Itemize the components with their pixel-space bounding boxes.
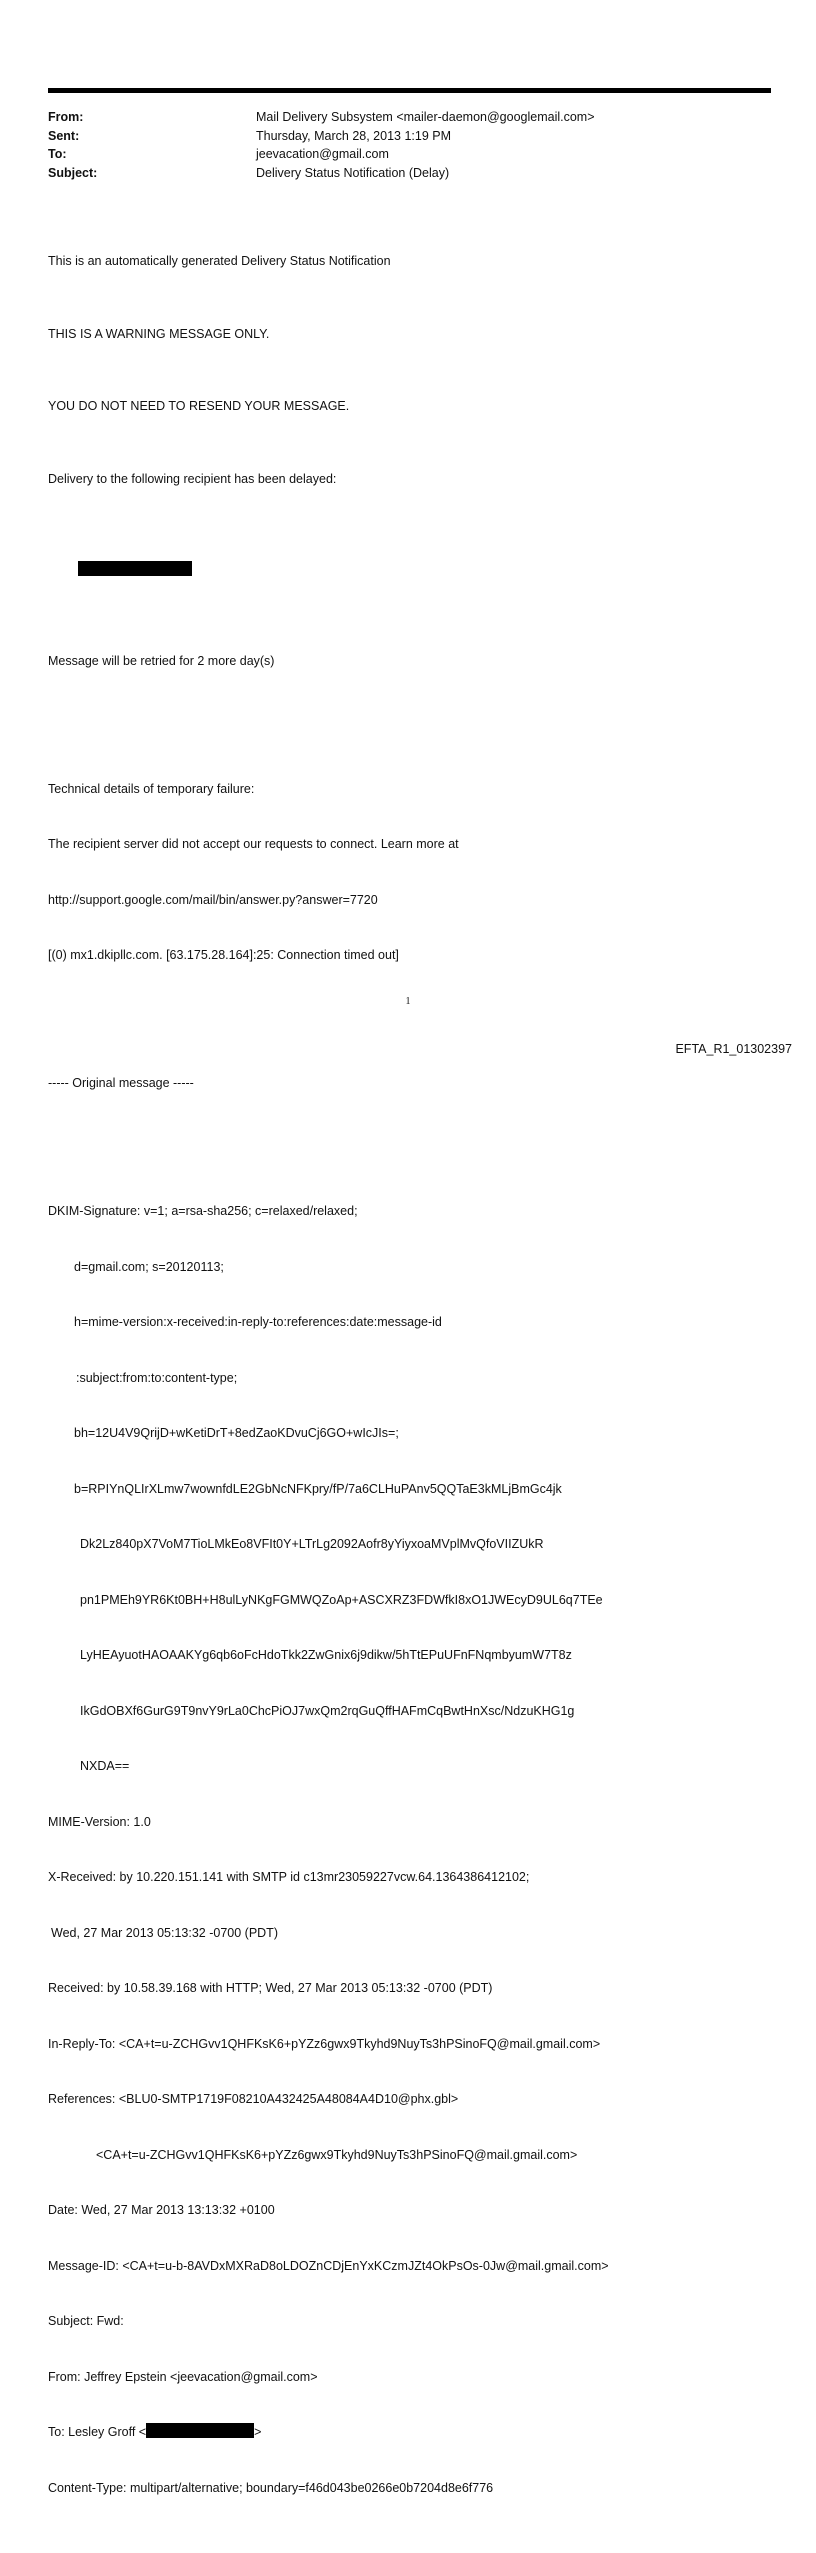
dkim-line: bh=12U4V9QrijD+wKetiDrT+8edZaoKDvuCj6GO+wIcJIs=; — [74, 1426, 399, 1440]
dkim-line: Dk2Lz840pX7VoM7TioLMkEo8VFIt0Y+LTrLg2092Aofr8yYiyxoaMVplMvQfoVIIZUkR — [80, 1537, 544, 1551]
tech-line: The recipient server did not accept our requests to connect. Learn more at — [48, 837, 459, 851]
redaction-block — [78, 561, 192, 576]
sent-value: Thursday, March 28, 2013 1:19 PM — [256, 128, 452, 143]
to-label: To: — [48, 147, 67, 161]
header-rule — [48, 88, 771, 93]
tech-heading: Technical details of temporary failure: — [48, 781, 255, 796]
dkim-line: DKIM-Signature: v=1; a=rsa-sha256; c=relaxed/relaxed; — [48, 1204, 358, 1218]
dkim-line: LyHEAyuotHAOAAKYg6qb6oFcHdoTkk2ZwGnix6j9dikw/5hTtEPuUFnFNqmbyumW7T8z — [80, 1648, 572, 1662]
subject-label: Subject: — [48, 165, 98, 180]
from-row — [48, 108, 768, 127]
dkim-line: pn1PMEh9YR6Kt0BH+H8ulLyNKgFGMWQZoAp+ASCXRZ3FDWfkI8xO1JWEcyD9UL6q7TEe — [80, 1592, 603, 1607]
technical-details — [48, 743, 768, 1002]
no-resend-line: YOU DO NOT NEED TO RESEND YOUR MESSAGE. — [48, 399, 350, 413]
x-received-line: X-Received: by 10.220.151.141 with SMTP id c13mr23059227vcw.64.1364386412102; — [48, 1870, 530, 1884]
to-prefix: To: Lesley Groff < — [48, 2425, 147, 2439]
warning-line: THIS IS A WARNING MESSAGE ONLY. — [48, 326, 270, 341]
body-paragraph: This is an automatically generated Delivery Status Notification — [48, 254, 391, 268]
subject-row — [48, 164, 768, 183]
dkim-line: :subject:from:to:content-type; — [76, 1370, 238, 1385]
sent-row — [48, 127, 768, 146]
sent-label: Sent: — [48, 128, 80, 143]
redacted-recipient — [48, 542, 768, 598]
date-line: Date: Wed, 27 Mar 2013 13:13:32 +0100 — [48, 2203, 275, 2217]
delayed-line: Delivery to the following recipient has been delayed: — [48, 471, 337, 486]
received-line: Received: by 10.58.39.168 with HTTP; Wed, 27 Mar 2013 05:13:32 -0700 (PDT) — [48, 1981, 493, 1995]
to-row — [48, 145, 768, 164]
subject-line: Subject: Fwd: — [48, 2314, 124, 2328]
from-line: From: Jeffrey Epstein <jeevacation@gmail.com> — [48, 2369, 318, 2384]
tech-link: http://support.google.com/mail/bin/answer.py?answer=7720 — [48, 892, 378, 907]
to-line — [48, 2423, 768, 2442]
content-type-line: Content-Type: multipart/alternative; boundary=f46d043be0266e0b7204d8e6f776 — [48, 2480, 494, 2495]
from-value: Mail Delivery Subsystem <mailer-daemon@googlemail.com> — [256, 110, 595, 124]
dkim-line: IkGdOBXf6GurG9T9nvY9rLa0ChcPiOJ7wxQm2rqGuQffHAFmCqBwtHnXsc/NdzuKHG1g — [80, 1703, 575, 1718]
dkim-line: NXDA== — [80, 1759, 130, 1773]
subject-value: Delivery Status Notification (Delay) — [256, 165, 450, 180]
x-received-date-line: Wed, 27 Mar 2013 05:13:32 -0700 (PDT) — [51, 1925, 278, 1940]
bates-number: EFTA_R1_01302397 — [675, 1042, 792, 1056]
mime-line: MIME-Version: 1.0 — [48, 1814, 151, 1829]
references-line: <CA+t=u-ZCHGvv1QHFKsK6+pYZz6gwx9Tkyhd9NuyTs3hPSinoFQ@mail.gmail.com> — [96, 2147, 578, 2162]
in-reply-to-line: In-Reply-To: <CA+t=u-ZCHGvv1QHFKsK6+pYZz6gwx9Tkyhd9NuyTs3hPSinoFQ@mail.gmail.com> — [48, 2036, 601, 2051]
page-number: 1 — [405, 996, 411, 1007]
email-header — [48, 108, 768, 182]
references-line: References: <BLU0-SMTP1719F08210A432425A48084A4D10@phx.gbl> — [48, 2092, 459, 2106]
dkim-line: b=RPIYnQLIrXLmw7wownfdLE2GbNcNFKpry/fP/7a6CLHuPAnv5QQTaE3kMLjBmGc4jk — [74, 1481, 562, 1496]
dkim-line: d=gmail.com; s=20120113; — [74, 1259, 224, 1274]
dkim-line: h=mime-version:x-received:in-reply-to:references:date:message-id — [74, 1315, 442, 1329]
retry-line: Message will be retried for 2 more day(s) — [48, 653, 275, 668]
tech-error: [(0) mx1.dkipllc.com. [63.175.28.164]:25: Connection timed out] — [48, 948, 399, 962]
original-message-divider: ----- Original message ----- — [48, 1076, 194, 1090]
redaction-block — [146, 2423, 254, 2438]
to-suffix: > — [254, 2425, 262, 2439]
email-body — [48, 215, 768, 2553]
message-id-line: Message-ID: <CA+t=u-b-8AVDxMXRaD8oLDOZnCDjEnYxKCzmJZt4OkPsOs-0Jw@mail.gmail.com> — [48, 2258, 609, 2273]
to-value: jeevacation@gmail.com — [256, 147, 389, 161]
message-headers — [48, 1165, 768, 2534]
from-label: From: — [48, 110, 84, 124]
